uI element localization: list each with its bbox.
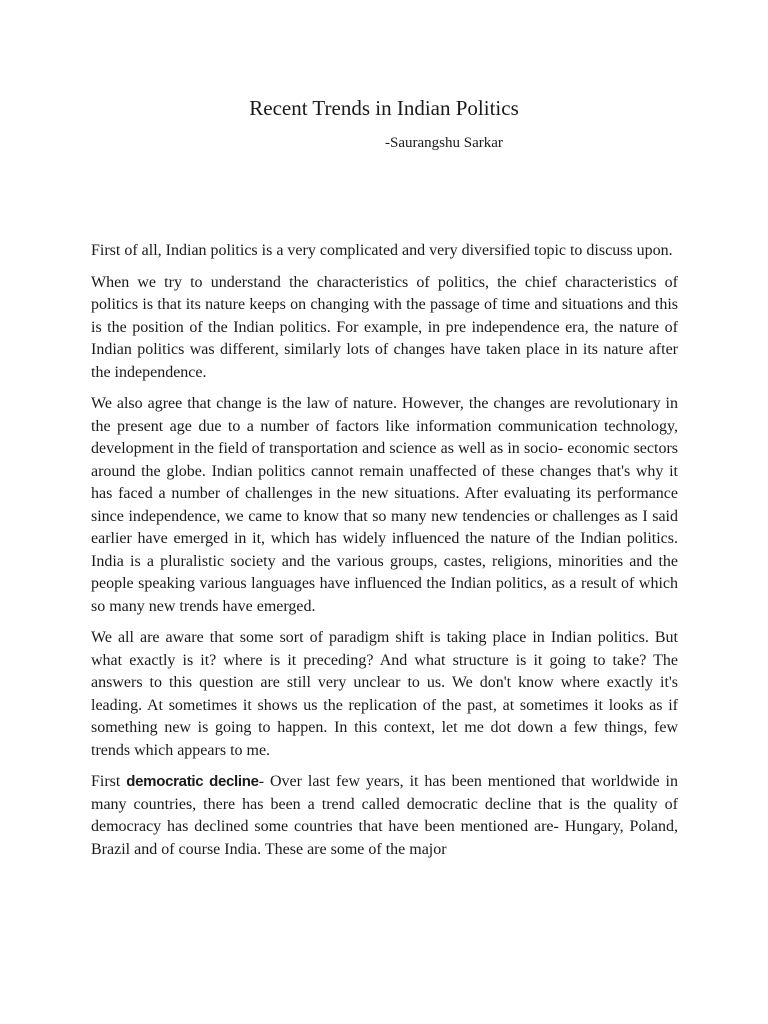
paragraph-democratic-decline [91,771,678,861]
author-line: -Saurangshu Sarkar [385,135,503,151]
paragraph-characteristics: When we try to understand the characteristics of politics, the chief characteristics of politics is that its nature keeps on changing with the passage of time and situations and this is the position of the Indian politics. For example, in pre independence era, the nature of Indian politics was different, similarly lots of changes have taken place in its nature after the independence. [91,273,678,381]
bold-term: democratic decline [126,773,259,790]
paragraph-lead: First [91,773,127,790]
paragraph-intro: First of all, Indian politics is a very complicated and very diversified topic to discuss upon. [91,242,673,259]
paragraph-paradigm-shift: We all are aware that some sort of paradigm shift is taking place in Indian politics. But what exactly is it? where is it preceding? And what structure is it going to take? The answers to this question are still very unclear to us. We don't know where exactly it's leading. At sometimes it shows us the replication of the past, at sometimes it looks as if something new is going to happen. In this context, let me dot down a few things, few trends which appears to me. [91,629,678,759]
paragraph-rest: - Over last few years, it has been mentioned that worldwide in many countries, there has been a trend called democratic decline that is the quality of democracy has declined some countries that have been mentioned are- Hungary, Poland, Brazil and of course India. These are some of the major [91,773,678,858]
document-title: Recent Trends in Indian Politics [249,96,519,120]
paragraph-change: We also agree that change is the law of nature. However, the changes are revolutionary in the present age due to a number of factors like information communication technology, development in the field of transportation and science as well as in socio- economic sectors around the globe. Indian politics cannot remain unaffected of these changes that's why it has faced a number of challenges in the new situations. After evaluating its performance since independence, we came to know that so many new tendencies or challenges as I said earlier have emerged in it, which has widely influenced the nature of the Indian politics. India is a pluralistic society and the various groups, castes, religions, minorities and the people speaking various languages have influenced the Indian politics, as a result of which so many new trends have emerged. [91,395,678,615]
document-body [91,240,678,870]
